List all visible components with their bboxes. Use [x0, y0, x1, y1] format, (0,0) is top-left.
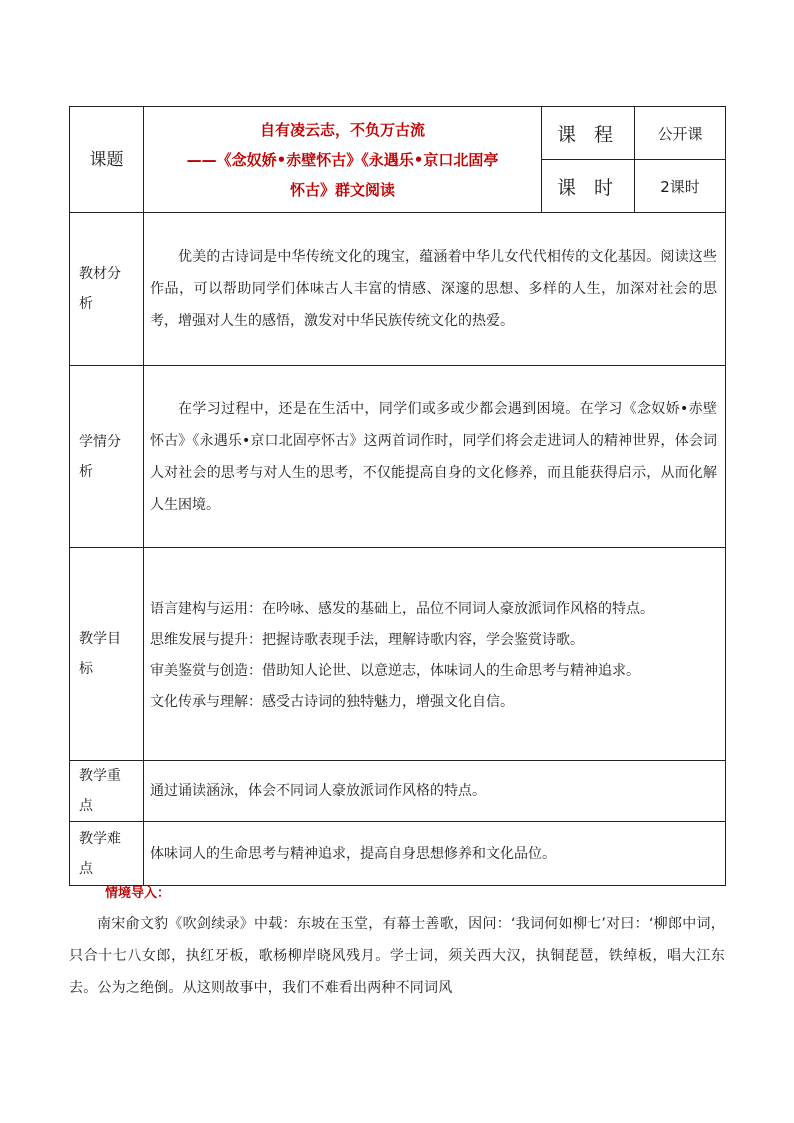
lesson-title-line3: 怀古》群文阅读 — [289, 180, 395, 199]
intro-text: 南宋俞文豹《吹剑续录》中载：东坡在玉堂，有幕士善歌，因问：‘我词何如柳七’对曰：‘柳郎中词，只合十七八女郎，执红牙板，歌杨柳岸晓风残月。学士词，须关西大汉，执铜琵琶，铁绰板，唱大江东去。公为之绝倒。从这则故事中，我们不难看出两种不同词风 — [69, 916, 725, 996]
material-text: 优美的古诗词是中华传统文化的瑰宝，蕴涵着中华儿女代代相传的文化基因。阅读这些作品，可以帮助同学们体味古人丰富的情感、深邃的思想、多样的人生，加深对社会的思考，增强对人生的感悟，激发对中华民族传统文化的热爱。 — [150, 249, 717, 329]
lesson-title-line1: 自有凌云志，不负万古流 — [259, 120, 425, 139]
key-points-row — [70, 761, 726, 822]
material-row — [70, 213, 726, 366]
difficulties-row — [70, 822, 726, 886]
hours-value: 2课时 — [635, 160, 726, 213]
lesson-title-line2: ——《念奴娇•赤壁怀古》《永遇乐•京口北固亭 — [186, 150, 499, 169]
goal-item-language: 语言建构与运用：在吟咏、感发的基础上，品位不同词人豪放派词作风格的特点。 — [150, 601, 654, 617]
goal-item-thinking: 思维发展与提升：把握诗歌表现手法，理解诗歌内容，学会鉴赏诗歌。 — [150, 632, 584, 648]
key-points-text: 通过诵读涵泳，体会不同词人豪放派词作风格的特点。 — [144, 761, 726, 822]
students-row — [70, 366, 726, 548]
course-label: 课 程 — [542, 107, 635, 160]
goals-label: 教学目标 — [70, 548, 144, 761]
intro-heading: 情境导入： — [105, 886, 171, 901]
intro-section — [69, 880, 725, 1004]
lesson-title — [144, 107, 542, 213]
goals-content — [144, 548, 726, 761]
course-value: 公开课 — [635, 107, 726, 160]
material-label: 教材分析 — [70, 213, 144, 366]
difficulties-text: 体味词人的生命思考与精神追求，提高自身思想修养和文化品位。 — [144, 822, 726, 886]
goals-row — [70, 548, 726, 761]
students-text: 在学习过程中，还是在生活中，同学们或多或少都会遇到困境。在学习《念奴娇•赤壁怀古》《永遇乐•京口北固亭怀古》这两首词作时，同学们将会走进词人的精神世界，体会词人对社会的思考与对人生的思考，不仅能提高自身的文化修养，而且能获得启示，从而化解人生困境。 — [150, 400, 717, 513]
goal-item-culture: 文化传承与理解：感受古诗词的独特魅力，增强文化自信。 — [150, 694, 514, 710]
hours-label: 课 时 — [542, 160, 635, 213]
difficulties-label: 教学难点 — [70, 822, 144, 886]
key-points-label: 教学重点 — [70, 761, 144, 822]
header-row-course — [70, 107, 726, 160]
material-content — [144, 213, 726, 366]
topic-label: 课题 — [70, 107, 144, 213]
students-content — [144, 366, 726, 548]
students-label: 学情分析 — [70, 366, 144, 548]
goal-item-aesthetic: 审美鉴赏与创造：借助知人论世、以意逆志，体味词人的生命思考与精神追求。 — [150, 663, 640, 679]
lesson-plan-table — [69, 106, 726, 886]
